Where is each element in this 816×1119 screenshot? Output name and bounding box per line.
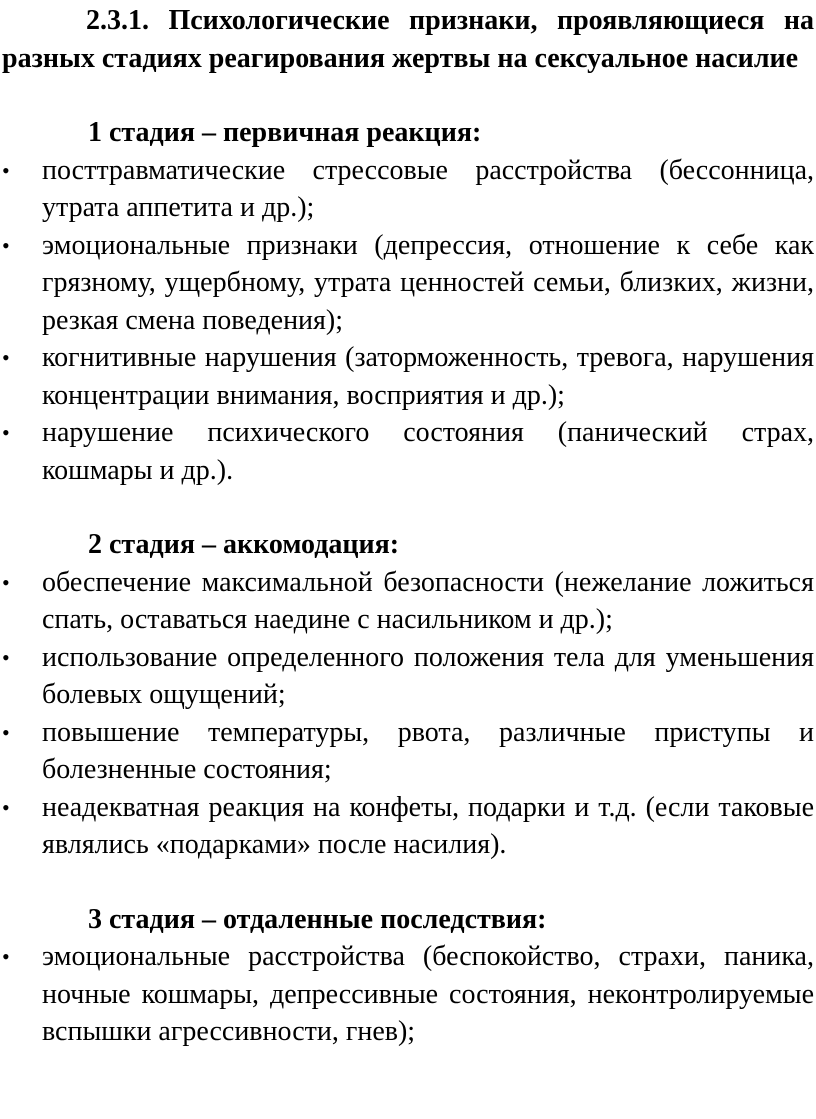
bullet-list: [2, 152, 814, 490]
list-item: • когнитивные нарушения (заторможенность, тревога, нарушения концентрации внимания, восприятия и др.);: [2, 339, 814, 414]
list-item: • нарушение психического состояния (панический страх, кошмары и др.).: [2, 414, 814, 489]
list-item: • неадекватная реакция на конфеты, подарки и т.д. (если таковые являлись «подарками» после насилия).: [2, 789, 814, 864]
bullet-icon: •: [2, 944, 10, 969]
stage-title: 3 стадия – отдаленные последствия:: [88, 903, 547, 935]
bullet-icon: •: [2, 794, 10, 820]
bullet-list: [2, 564, 814, 864]
stage-2: [2, 526, 814, 864]
bullet-icon: •: [2, 345, 10, 370]
bullet-icon: •: [2, 157, 10, 183]
bullet-icon: •: [2, 644, 10, 670]
bullet-icon: •: [2, 232, 10, 258]
list-item: • эмоциональные признаки (депрессия, отношение к себе как грязному, ущербному, утрата ценностей семьи, близких, жизни, резкая смена поведения);: [2, 227, 814, 340]
stage-title: 1 стадия – первичная реакция:: [88, 117, 482, 148]
list-item: • повышение температуры, рвота, различные приступы и болезненные состояния;: [2, 714, 814, 789]
bullet-icon: •: [2, 569, 10, 595]
stage-title: 2 стадия – аккомодация:: [88, 529, 400, 560]
section-heading: [2, 2, 814, 77]
stage-1: [2, 114, 814, 489]
list-item: • обеспечение максимальной безопасности (нежелание ложиться спать, оставаться наедине с насильником и др.);: [2, 564, 814, 639]
section-title: Психологические признаки, проявляющиеся на разных стадиях реагирования жертвы на сексуальное насилие: [2, 5, 814, 74]
bullet-list: [2, 938, 814, 1051]
stage-3: [2, 901, 814, 1051]
list-item: • посттравматические стрессовые расстройства (бессонница, утрата аппетита и др.);: [2, 152, 814, 227]
list-item: • эмоциональные расстройства (беспокойство, страхи, паника, ночные кошмары, депрессивные состояния, неконтролируемые вспышки агрессивности, гнев);: [2, 938, 814, 1051]
list-item: • использование определенного положения тела для уменьшения болевых ощущений;: [2, 639, 814, 714]
section-number: 2.3.1.: [86, 5, 149, 36]
bullet-icon: •: [2, 719, 10, 745]
bullet-icon: •: [2, 420, 10, 445]
